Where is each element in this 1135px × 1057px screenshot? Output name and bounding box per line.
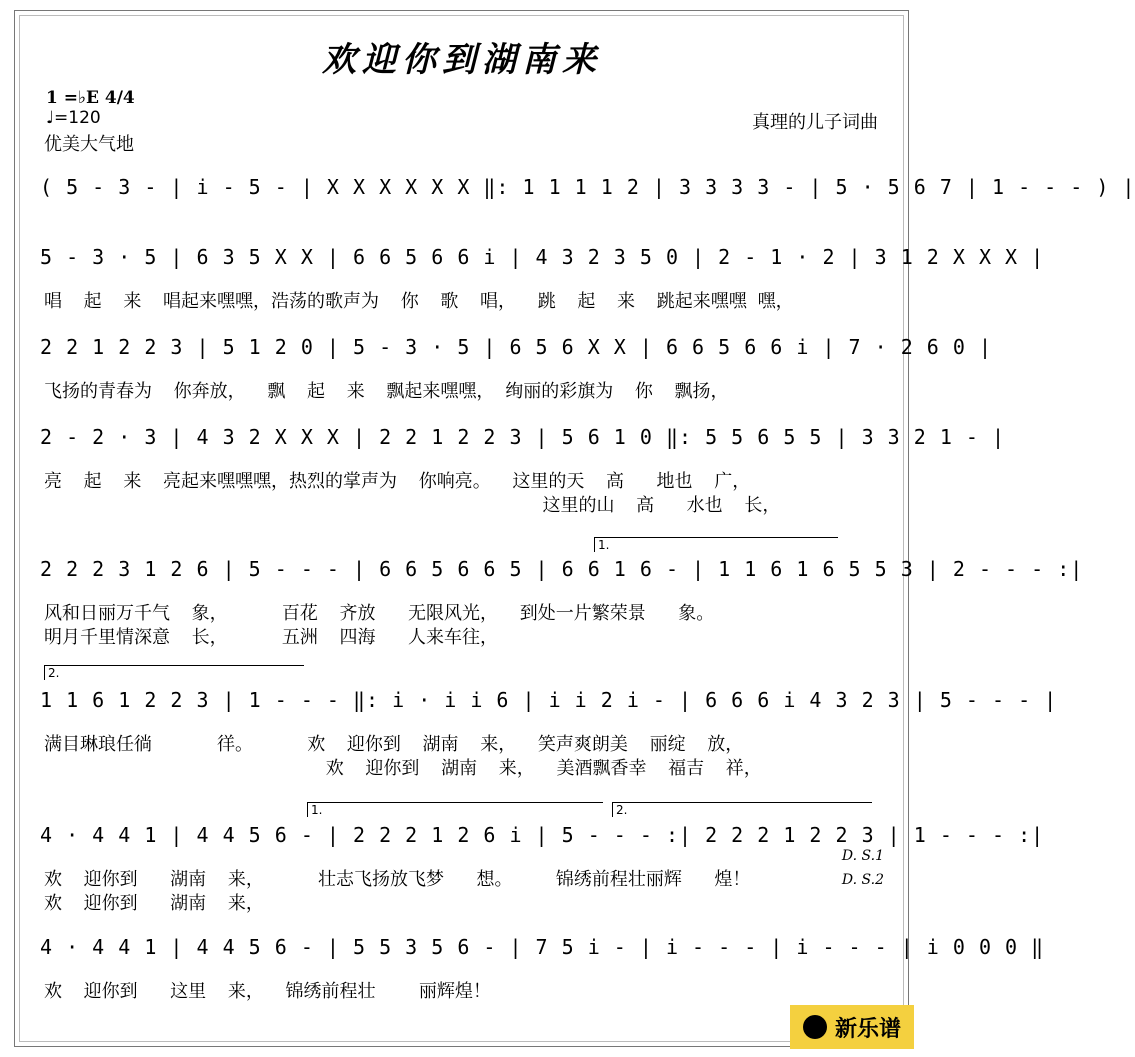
notation-row: 2 2 1 2 2 3 | 5 1 2 0 | 5 - 3 · 5 | 6 5 6 X X | 6 6 5 6 6 i | 7 · 2 6 0 |: [40, 335, 992, 359]
notation-row: 4 · 4 4 1 | 4 4 5 6 - | 5 5 3 5 6 - | 7 5 i - | i - - - | i - - - | i 0 0 0 ‖: [40, 935, 1045, 959]
notation-row: 2 - 2 · 3 | 4 3 2 X X X | 2 2 1 2 2 3 | 5 6 1 0 ‖: 5 5 6 5 5 | 3 3 2 1 - |: [40, 425, 1006, 449]
record-icon: [803, 1015, 827, 1039]
site-logo[interactable]: [790, 1005, 914, 1049]
logo-text: 新乐谱: [834, 1016, 901, 1042]
lyric-line: 欢 迎你到 湖南 来，: [44, 893, 264, 914]
notation-row: 2 2 2 3 1 2 6 | 5 - - - | 6 6 5 6 6 5 | 6 6 1 6 - | 1 1 6 1 6 5 5 3 | 2 - - - :|: [40, 557, 1084, 581]
lyric-line: 欢 迎你到 湖南 来， 壮志飞扬放飞梦 想。 锦绣前程壮丽辉 煌！: [44, 869, 751, 890]
lyric-line: 唱 起 来 唱起来嘿嘿，浩荡的歌声为 你 歌 唱， 跳 起 来 跳起来嘿嘿 嘿，: [44, 291, 794, 312]
notation-row: ( 5 - 3 - | i - 5 - | X X X X X X ‖: 1 1 1 1 2 | 3 3 3 3 - | 5 · 5 6 7 | 1 - - - ) |: [40, 175, 1135, 199]
composer-credit: 真理的儿子词曲: [752, 112, 878, 133]
lyric-line: 欢 迎你到 湖南 来， 美酒飘香幸 福吉 祥，: [44, 758, 762, 779]
song-title: 欢迎你到湖南来: [322, 40, 602, 80]
volta-1b: 1.: [307, 802, 603, 817]
ds1-mark: D. S.1: [841, 848, 884, 864]
notation-row: 4 · 4 4 1 | 4 4 5 6 - | 2 2 2 1 2 6 i | 5 - - - :| 2 2 2 1 2 2 3 | 1 - - - :|: [40, 823, 1045, 847]
lyric-line: 满目琳琅任徜 徉。 欢 迎你到 湖南 来， 笑声爽朗美 丽绽 放，: [44, 734, 744, 755]
lyric-line: 这里的山 高 水也 长，: [44, 495, 781, 516]
lyric-line: 风和日丽万千气 象， 百花 齐放 无限风光， 到处一片繁荣景 象。: [44, 603, 715, 624]
expression-mark: 优美大气地: [44, 134, 134, 155]
notation-row: 5 - 3 · 5 | 6 3 5 X X | 6 6 5 6 6 i | 4 3 2 3 5 0 | 2 - 1 · 2 | 3 1 2 X X X |: [40, 245, 1045, 269]
lyric-line: 欢 迎你到 这里 来， 锦绣前程壮 丽辉煌！: [44, 981, 491, 1002]
volta-2b: 2.: [612, 802, 872, 817]
volta-2: 2.: [44, 665, 304, 680]
lyric-line: 明月千里情深意 长， 五洲 四海 人来车往，: [44, 627, 499, 648]
ds2-mark: D. S.2: [841, 872, 884, 888]
volta-1: 1.: [594, 537, 838, 552]
key-signature: 1 =♭E 4/4: [46, 88, 135, 108]
lyric-line: 亮 起 来 亮起来嘿嘿嘿，热烈的掌声为 你响亮。 这里的天 高 地也 广，: [44, 471, 751, 492]
notation-row: 1 1 6 1 2 2 3 | 1 - - - ‖: i · i i 6 | i i 2 i - | 6 6 6 i 4 3 2 3 | 5 - - - |: [40, 688, 1058, 712]
lyric-line: 飞扬的青春为 你奔放， 飘 起 来 飘起来嘿嘿， 绚丽的彩旗为 你 飘扬，: [44, 381, 729, 402]
tempo-mark: ♩=120: [46, 108, 101, 128]
